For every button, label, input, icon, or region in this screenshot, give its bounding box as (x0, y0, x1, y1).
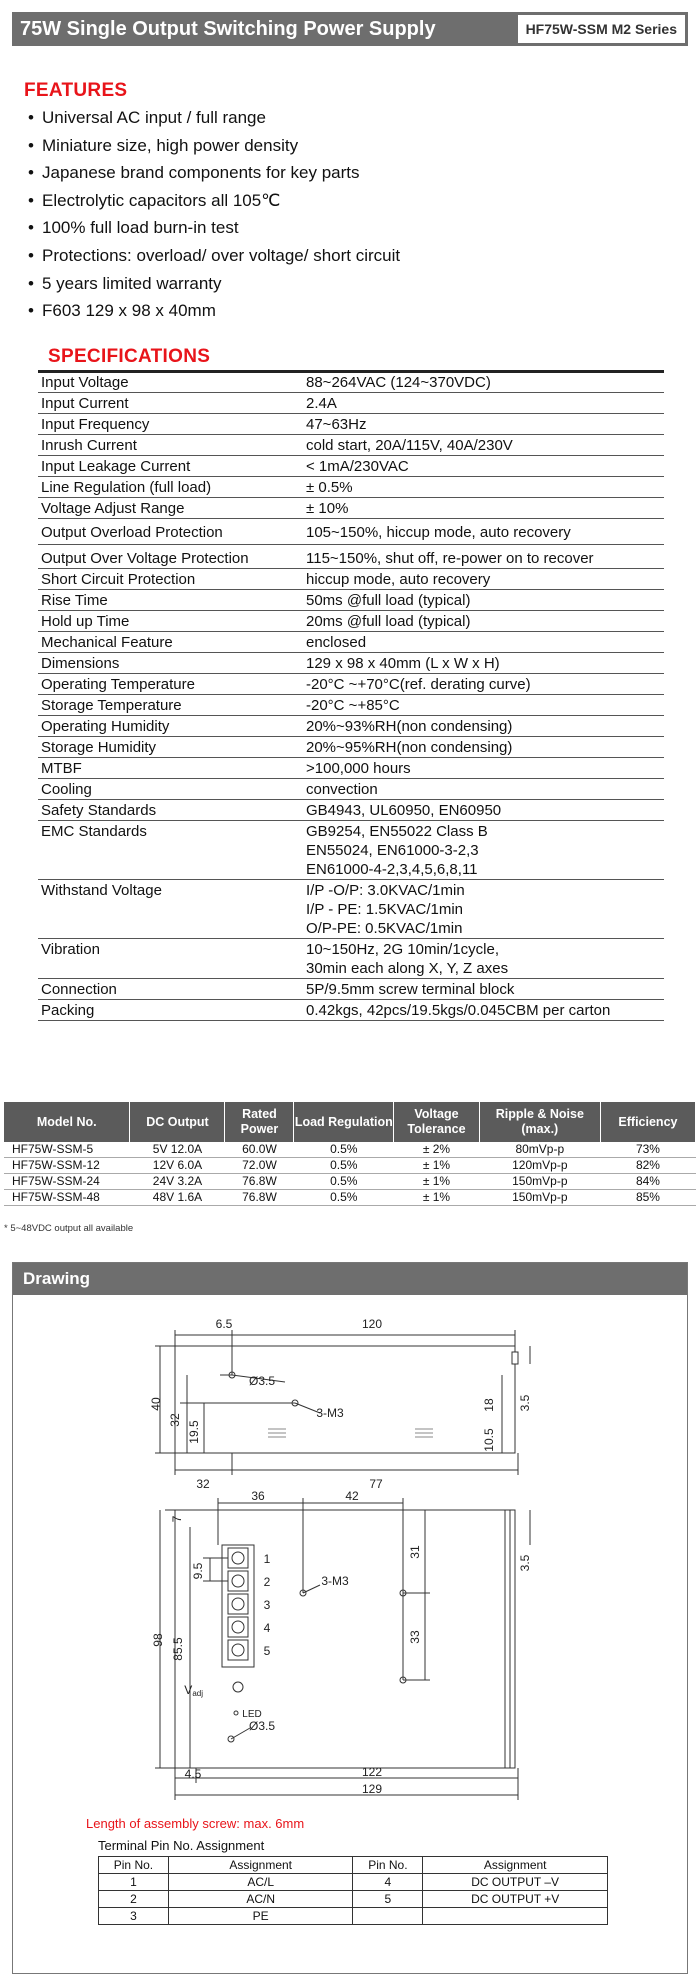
top-screw-label: 3-M3 (321, 1574, 349, 1588)
model-cell: HF75W-SSM-24 (4, 1174, 130, 1190)
spec-key: Withstand Voltage (38, 880, 303, 939)
feature-item: • Universal AC input / full range (28, 104, 400, 132)
spec-value-line: 50ms @full load (typical) (306, 592, 471, 609)
spec-value-line: -20°C ~+70°C(ref. derating curve) (306, 676, 531, 693)
spec-value-line: < 1mA/230VAC (306, 458, 409, 475)
model-header: Voltage Tolerance (394, 1102, 480, 1142)
spec-key: Output Overload Protection (38, 519, 303, 545)
pin-cell: AC/N (168, 1891, 353, 1908)
spec-key: Input Current (38, 393, 303, 414)
spec-value-line: -20°C ~+85°C (306, 697, 400, 714)
side-dim-label: 18 (482, 1398, 496, 1412)
top-dim-label: 36 (251, 1489, 265, 1503)
pin-assignment-title: Terminal Pin No. Assignment (98, 1838, 265, 1853)
model-cell: 150mVp-p (479, 1190, 600, 1206)
spec-value-line: convection (306, 781, 378, 798)
pin-cell (353, 1908, 423, 1925)
spec-key: Voltage Adjust Range (38, 498, 303, 519)
model-cell: ± 2% (394, 1142, 480, 1158)
top-hole-label: Ø3.5 (248, 1719, 276, 1733)
spec-value-line: 105~150%, hiccup mode, auto recovery (306, 524, 571, 541)
side-dim-label: 10.5 (482, 1428, 496, 1452)
screw-length-note: Length of assembly screw: max. 6mm (86, 1816, 305, 1831)
model-cell: 0.5% (294, 1158, 394, 1174)
spec-value-line: 88~264VAC (124~370VDC) (306, 374, 491, 391)
model-header: Efficiency (600, 1102, 695, 1142)
terminal-pin-label: 5 (263, 1644, 271, 1658)
spec-value-line: EN55024, EN61000-3-2,3 (306, 842, 479, 859)
feature-item: • Electrolytic capacitors all 105℃ (28, 187, 400, 215)
pin-cell: 2 (99, 1891, 169, 1908)
spec-key: Line Regulation (full load) (38, 477, 303, 498)
model-cell: 24V 3.2A (130, 1174, 225, 1190)
spec-value-line: >100,000 hours (306, 760, 411, 777)
feature-item: • Protections: overload/ over voltage/ short circuit (28, 242, 400, 270)
terminal-pin-label: 3 (263, 1598, 271, 1612)
model-cell: 85% (600, 1190, 695, 1206)
model-cell: HF75W-SSM-48 (4, 1190, 130, 1206)
side-dim-label: 6.5 (215, 1317, 233, 1331)
spec-key: Input Frequency (38, 414, 303, 435)
top-dim-label: 9.5 (191, 1562, 205, 1580)
model-cell: 72.0W (225, 1158, 294, 1174)
pin-cell: 3 (99, 1908, 169, 1925)
model-cell: 5V 12.0A (130, 1142, 225, 1158)
top-dim-label: 98 (151, 1633, 165, 1647)
model-cell: ± 1% (394, 1190, 480, 1206)
model-header: Load Regulation (294, 1102, 394, 1142)
side-view (155, 1330, 530, 1475)
spec-value-line: 5P/9.5mm screw terminal block (306, 981, 515, 998)
pin-cell (423, 1908, 608, 1925)
spec-value-line: ± 10% (306, 500, 349, 517)
spec-value-line: enclosed (306, 634, 367, 651)
feature-item: • Miniature size, high power density (28, 132, 400, 160)
pin-row (99, 1874, 608, 1891)
model-note: * 5~48VDC output all available (4, 1223, 134, 1234)
terminal-pin-label: 1 (263, 1552, 271, 1566)
pin-cell: 4 (353, 1874, 423, 1891)
specifications-heading: SPECIFICATIONS (48, 346, 211, 367)
model-cell: 76.8W (225, 1190, 294, 1206)
top-dim-label: 31 (408, 1545, 422, 1559)
model-cell: 150mVp-p (479, 1174, 600, 1190)
spec-value-line: 30min each along X, Y, Z axes (306, 960, 509, 977)
side-screw-label: 3-M3 (316, 1406, 344, 1420)
spec-key: Output Over Voltage Protection (38, 545, 303, 569)
pin-row (99, 1908, 608, 1925)
model-cell: HF75W-SSM-5 (4, 1142, 130, 1158)
spec-key: Mechanical Feature (38, 632, 303, 653)
spec-key: Connection (38, 979, 303, 1000)
side-dim-label: 32 (196, 1477, 210, 1491)
spec-value-line: 47~63Hz (306, 416, 367, 433)
model-cell: 0.5% (294, 1142, 394, 1158)
top-dim-label: 4.5 (184, 1767, 202, 1781)
spec-key: EMC Standards (38, 821, 303, 880)
side-dim-label: 120 (361, 1317, 383, 1331)
pin-cell: DC OUTPUT +V (423, 1891, 608, 1908)
top-dim-label: 42 (345, 1489, 359, 1503)
spec-key: Dimensions (38, 653, 303, 674)
spec-key: Inrush Current (38, 435, 303, 456)
top-dim-label: 122 (361, 1765, 383, 1779)
pin-header: Assignment (168, 1857, 353, 1874)
page-title: 75W Single Output Switching Power Supply (20, 17, 436, 40)
feature-item: • 5 years limited warranty (28, 270, 400, 298)
top-dim-label: 129 (361, 1782, 383, 1796)
spec-key: Operating Humidity (38, 716, 303, 737)
model-cell: HF75W-SSM-12 (4, 1158, 130, 1174)
model-cell: 120mVp-p (479, 1158, 600, 1174)
model-cell: 76.8W (225, 1174, 294, 1190)
side-dim-label: 19.5 (187, 1420, 201, 1444)
vadj-label: Vadj (184, 1683, 203, 1698)
model-header: Ripple & Noise (max.) (479, 1102, 600, 1142)
drawing-heading: Drawing (13, 1263, 687, 1295)
spec-key: Hold up Time (38, 611, 303, 632)
spec-key: Packing (38, 1000, 303, 1021)
top-dim-label: 3.5 (518, 1554, 532, 1572)
spec-value-line: I/P - PE: 1.5KVAC/1min (306, 901, 464, 918)
pin-header: Pin No. (99, 1857, 169, 1874)
pin-row (99, 1891, 608, 1908)
spec-value-line: 20%~93%RH(non condensing) (306, 718, 513, 735)
spec-key: Operating Temperature (38, 674, 303, 695)
spec-value-line: GB9254, EN55022 Class B (306, 823, 488, 840)
feature-item: • Japanese brand components for key parts (28, 159, 400, 187)
spec-key: Rise Time (38, 590, 303, 611)
series-badge: HF75W-SSM M2 Series (518, 15, 685, 43)
model-cell: 0.5% (294, 1174, 394, 1190)
spec-key: Input Leakage Current (38, 456, 303, 477)
pin-cell: 5 (353, 1891, 423, 1908)
model-cell: 12V 6.0A (130, 1158, 225, 1174)
spec-value-line: 129 x 98 x 40mm (L x W x H) (306, 655, 500, 672)
model-header: Model No. (4, 1102, 130, 1142)
side-dim-label: 32 (168, 1413, 182, 1427)
model-cell: 48V 1.6A (130, 1190, 225, 1206)
spec-key: MTBF (38, 758, 303, 779)
top-view (155, 1498, 530, 1800)
model-cell: 82% (600, 1158, 695, 1174)
top-dim-label: 7 (170, 1515, 184, 1523)
side-dim-label: 77 (369, 1477, 383, 1491)
spec-key: Short Circuit Protection (38, 569, 303, 590)
model-cell: 0.5% (294, 1190, 394, 1206)
pin-header: Pin No. (353, 1857, 423, 1874)
side-dim-label: 3.5 (518, 1394, 532, 1412)
model-cell: 60.0W (225, 1142, 294, 1158)
spec-value-line: 115~150%, shut off, re-power on to recover (306, 550, 594, 567)
pin-cell: DC OUTPUT –V (423, 1874, 608, 1891)
pin-cell: AC/L (168, 1874, 353, 1891)
spec-key: Storage Humidity (38, 737, 303, 758)
model-cell: 84% (600, 1174, 695, 1190)
led-label: LED (242, 1709, 262, 1720)
feature-item: • F603 129 x 98 x 40mm (28, 297, 400, 325)
model-header: Rated Power (225, 1102, 294, 1142)
terminal-pin-label: 2 (263, 1575, 271, 1589)
spec-value-line: 20%~95%RH(non condensing) (306, 739, 513, 756)
spec-key: Safety Standards (38, 800, 303, 821)
pin-assignment-table (98, 1856, 608, 1925)
features-heading: FEATURES (24, 80, 128, 101)
pin-cell: 1 (99, 1874, 169, 1891)
spec-key: Cooling (38, 779, 303, 800)
spec-value-line: 0.42kgs, 42pcs/19.5kgs/0.045CBM per carton (306, 1002, 611, 1019)
spec-value-line: ± 0.5% (306, 479, 353, 496)
feature-item: • 100% full load burn-in test (28, 214, 400, 242)
spec-value-line: O/P-PE: 0.5KVAC/1min (306, 920, 463, 937)
pin-header: Assignment (423, 1857, 608, 1874)
spec-value-line: 10~150Hz, 2G 10min/1cycle, (306, 941, 500, 958)
pin-cell: PE (168, 1908, 353, 1925)
model-cell: ± 1% (394, 1174, 480, 1190)
side-hole-label: Ø3.5 (248, 1374, 276, 1388)
spec-value-line: hiccup mode, auto recovery (306, 571, 491, 588)
top-dim-label: 85.5 (171, 1637, 185, 1661)
side-dim-label: 40 (149, 1397, 163, 1411)
spec-value-line: 20ms @full load (typical) (306, 613, 471, 630)
spec-value-line: EN61000-4-2,3,4,5,6,8,11 (306, 861, 478, 878)
spec-value-line: I/P -O/P: 3.0KVAC/1min (306, 882, 465, 899)
spec-key: Vibration (38, 939, 303, 979)
model-cell: 73% (600, 1142, 695, 1158)
model-header: DC Output (130, 1102, 225, 1142)
model-cell: 80mVp-p (479, 1142, 600, 1158)
terminal-pin-label: 4 (263, 1621, 271, 1635)
spec-value-line: 2.4A (306, 395, 337, 412)
top-dim-label: 33 (408, 1630, 422, 1644)
spec-value-line: GB4943, UL60950, EN60950 (306, 802, 502, 819)
spec-key: Input Voltage (38, 372, 303, 393)
spec-key: Storage Temperature (38, 695, 303, 716)
model-cell: ± 1% (394, 1158, 480, 1174)
spec-value-line: cold start, 20A/115V, 40A/230V (306, 437, 513, 454)
